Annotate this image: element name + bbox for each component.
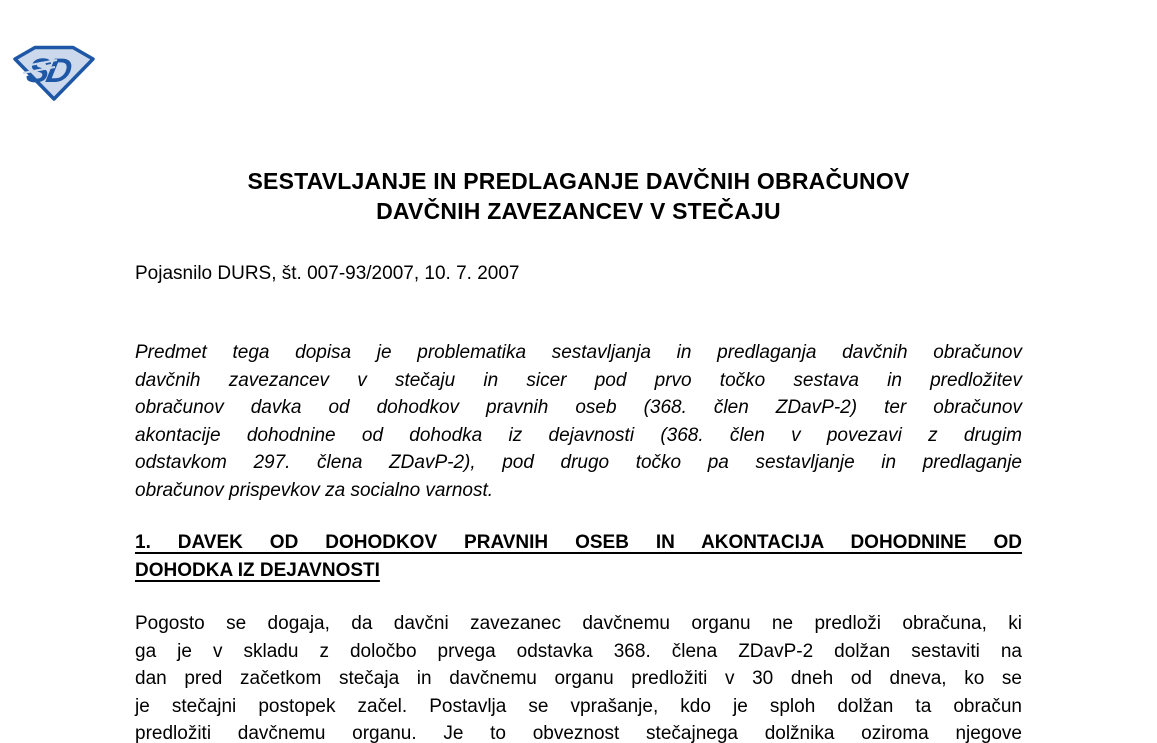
document-title-line-2: DAVČNIH ZAVEZANCEV V STEČAJU [376,198,781,224]
sd-logo-icon [11,44,97,102]
abstract-paragraph [135,339,1022,504]
paragraph-line: ga je v skladu z določbo prvega odstavka 368. člena ZDavP-2 dolžan sestaviti na [135,640,1022,662]
paragraph-line: dan pred začetkom stečaja in davčnemu organu predložiti v 30 dneh od dneva, ko se [135,668,1022,689]
paragraph-line: je stečajni postopek začel. Postavlja se vprašanje, kdo je sploh dolžan ta obračun [135,695,1022,717]
paragraph-line: predložiti davčnemu organu. Je to obveznost stečajnega dolžnika oziroma njegove [135,723,1022,743]
section-1-heading-line-2: DOHODKA IZ DEJAVNOSTI [135,560,380,581]
abstract-line: obračunov davka od dohodkov pravnih oseb (368. člen ZDavP-2) ter obračunov [135,397,1022,418]
document-title-line-1: SESTAVLJANJE IN PREDLAGANJE DAVČNIH OBRAČUNOV [247,168,910,194]
document-title [135,166,1022,226]
section-1-heading-line-1: 1. DAVEK OD DOHODKOV PRAVNIH OSEB IN AKONTACIJA DOHODNINE OD [135,532,1022,553]
abstract-line: Predmet tega dopisa je problematika sestavljanja in predlaganja davčnih obračunov [135,342,1022,363]
sd-logo-letters: SD [23,52,73,90]
abstract-line: obračunov prispevkov za socialno varnost. [135,479,494,501]
sd-logo [11,44,97,102]
abstract-line: davčnih zavezancev v stečaju in sicer pod prvo točko sestava in predložitev [135,369,1022,391]
section-1-paragraph [135,610,1022,743]
reference-line: Pojasnilo DURS, št. 007-93/2007, 10. 7. 2007 [135,263,520,284]
section-1-heading [135,529,1022,585]
abstract-line: odstavkom 297. člena ZDavP-2), pod drugo točko pa sestavljanje in predlaganje [135,452,1022,473]
paragraph-line: Pogosto se dogaja, da davčni zavezanec davčnemu organu ne predloži obračuna, ki [135,613,1022,634]
abstract-line: akontacije dohodnine od dohodka iz dejavnosti (368. člen v povezavi z drugim [135,424,1022,446]
